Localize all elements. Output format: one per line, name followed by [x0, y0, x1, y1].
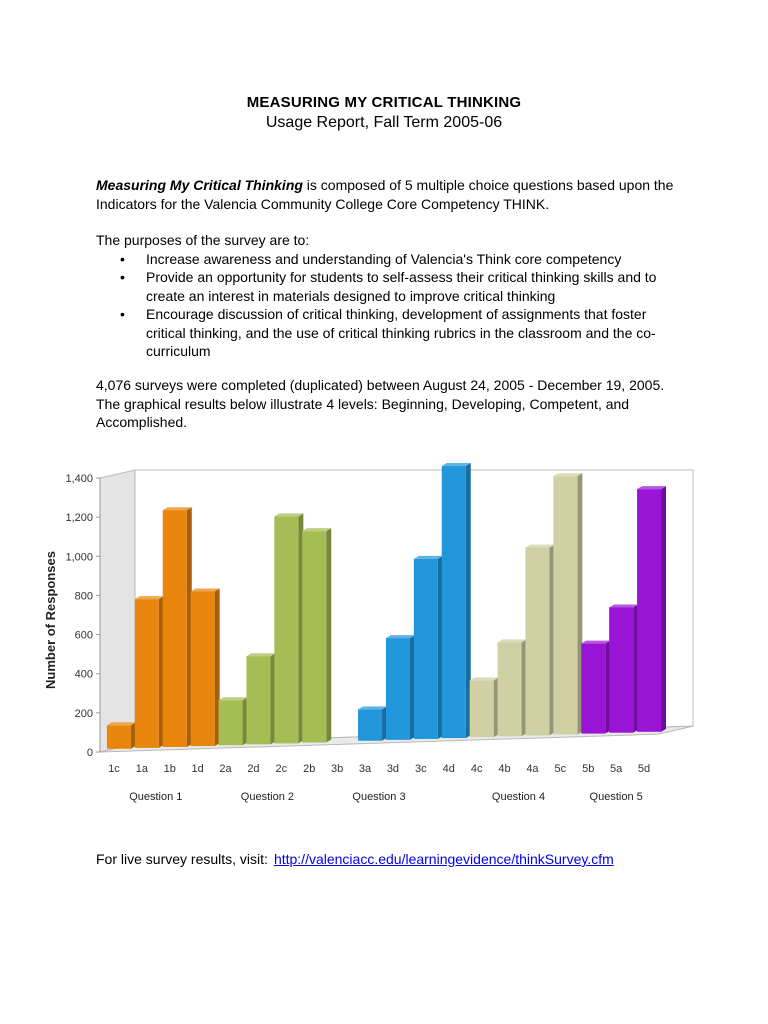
y-tick-label: 600	[74, 629, 93, 642]
y-tick-label: 1,000	[65, 551, 93, 564]
purposes-lead: The purposes of the survey are to:	[96, 232, 310, 248]
question-group-label: Question 5	[589, 791, 643, 803]
question-group-label: Question 3	[352, 791, 406, 803]
bar-3d	[386, 638, 410, 740]
bar-top-2d	[246, 653, 275, 656]
bar-top-5a	[609, 604, 638, 607]
purpose-item: • Increase awareness and understanding of Valencia's Think core competency	[146, 250, 686, 269]
x-tick-label: 4c	[470, 763, 483, 775]
bar-1a	[135, 599, 159, 748]
bar-5b	[581, 644, 605, 734]
bar-2a	[219, 700, 243, 745]
bar-1c	[107, 725, 131, 748]
y-tick-label: 1,200	[65, 512, 93, 525]
bar-top-1a	[135, 596, 164, 599]
bar-top-4c	[470, 677, 499, 680]
y-tick-label: 1,400	[65, 473, 93, 486]
x-tick-label: 1d	[191, 763, 204, 775]
footer	[96, 851, 614, 867]
purposes-section	[96, 231, 686, 361]
bar-top-5b	[581, 641, 610, 644]
x-tick-label: 5c	[554, 763, 567, 775]
bar-top-4b	[498, 639, 527, 642]
x-tick-label: 5a	[610, 763, 623, 775]
x-tick-label: 4b	[498, 763, 511, 775]
bar-top-1b	[163, 507, 192, 510]
y-tick-label: 800	[74, 590, 93, 603]
bar-top-3c	[414, 556, 443, 559]
intro-text: is composed of 5 multiple choice questions based upon the Indicators for the Valencia Community College Core Competency THINK.	[96, 177, 674, 212]
footer-text: For live survey results, visit:	[96, 851, 268, 867]
bar-top-2b	[302, 528, 331, 531]
purposes-list	[96, 250, 686, 361]
x-tick-label: 5b	[582, 763, 595, 775]
bar-top-5c	[553, 473, 582, 476]
purpose-item: • Provide an opportunity for students to self-assess their critical thinking skills and to create an interest in materials designed to improve critical thinking	[146, 268, 686, 305]
bar-top-2a	[219, 697, 248, 700]
responses-chart	[38, 450, 728, 810]
chart-side-wall	[100, 470, 135, 752]
x-tick-label: 4a	[526, 763, 539, 775]
x-tick-label: 4d	[442, 763, 455, 775]
bar-4b	[498, 642, 522, 736]
bar-side-5d	[661, 486, 666, 732]
bar-top-4d	[442, 463, 471, 466]
intro-emphasis: Measuring My Critical Thinking	[96, 177, 303, 193]
bar-top-4a	[525, 545, 554, 548]
bar-top-3a	[358, 706, 387, 709]
bar-2c	[274, 516, 298, 743]
bar-side-2b	[326, 528, 331, 742]
x-tick-label: 1a	[135, 763, 148, 775]
intro-paragraph	[96, 176, 686, 213]
bar-top-1d	[191, 588, 220, 591]
x-tick-label: 3c	[415, 763, 427, 775]
y-tick-label: 200	[74, 707, 93, 720]
y-axis-title: Number of Responses	[43, 551, 58, 689]
y-tick-label: 400	[74, 668, 93, 681]
bar-4d	[442, 466, 466, 738]
bar-4c	[470, 680, 494, 737]
document-subtitle: Usage Report, Fall Term 2005-06	[265, 114, 503, 131]
x-tick-label: 3a	[358, 763, 372, 775]
x-tick-label: 1c	[108, 763, 120, 775]
bar-3c	[414, 559, 438, 739]
x-tick-label: 3d	[386, 763, 400, 775]
bar-2d	[246, 656, 270, 744]
x-tick-label: 5d	[637, 763, 651, 775]
x-tick-label: 1b	[163, 763, 176, 775]
document-title: MEASURING MY CRITICAL THINKING	[246, 94, 522, 111]
x-tick-label: 2d	[247, 763, 260, 775]
x-tick-label: 3b	[331, 763, 344, 775]
bar-5c	[553, 476, 577, 734]
chart-svg	[38, 450, 728, 810]
bar-1b	[163, 510, 187, 747]
summary-paragraph: 4,076 surveys were completed (duplicated) between August 24, 2005 - December 19, 2005. The graphical results below illustrate 4 levels: Beginning, Developing, Competent, and Accomplished.	[96, 377, 665, 430]
bar-2b	[302, 531, 326, 742]
bar-top-3d	[386, 635, 415, 638]
bar-5d	[637, 489, 661, 732]
bar-5a	[609, 607, 633, 732]
survey-results-link[interactable]: http://valenciacc.edu/learningevidence/thinkSurvey.cfm	[273, 851, 614, 867]
y-tick-label: 0	[86, 747, 93, 759]
question-group-label: Question 4	[491, 791, 546, 803]
bar-1d	[191, 591, 215, 746]
question-group-label: Question 1	[129, 791, 183, 803]
bar-3a	[358, 709, 382, 740]
x-tick-label: 2a	[219, 763, 232, 775]
bar-top-5d	[637, 486, 666, 489]
bar-top-1c	[107, 722, 136, 725]
purpose-item: • Encourage discussion of critical thinking, development of assignments that foster critical thinking, and the use of critical thinking rubrics in the classroom and the co-curriculum	[146, 305, 686, 361]
x-tick-label: 2c	[275, 763, 288, 775]
bar-top-2c	[274, 513, 303, 516]
question-group-label: Question 2	[240, 791, 295, 803]
x-tick-label: 2b	[303, 763, 316, 775]
bar-4a	[525, 548, 549, 736]
